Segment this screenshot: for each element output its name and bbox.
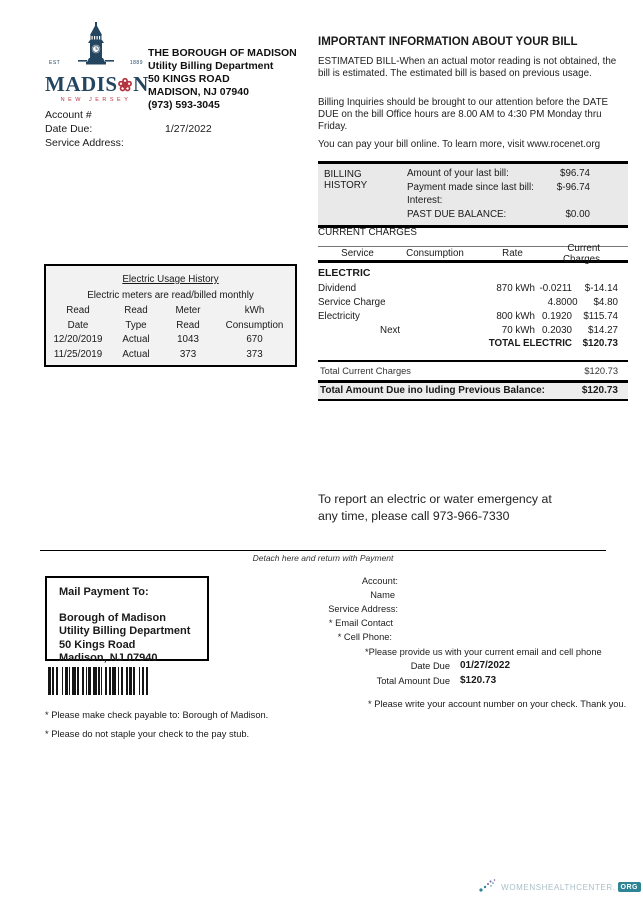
charge-row: Service Charge 4.8000 $4.80 xyxy=(318,296,618,308)
date-due-label: Date Due: xyxy=(45,123,93,135)
org-line: THE BOROUGH OF MADISON xyxy=(148,47,297,59)
account-number-label: Account # xyxy=(45,109,92,121)
total-amount-due-row: Total Amount Due ino luding Previous Balance: $120.73 xyxy=(318,380,628,401)
electric-section-label: ELECTRIC xyxy=(318,267,371,279)
mail-address-line: Madison, NJ 07940 xyxy=(59,652,158,664)
billing-department-address xyxy=(148,47,318,112)
org-line: 50 KINGS ROAD xyxy=(148,73,230,85)
col-rate: Rate xyxy=(502,248,523,259)
col-consumption: Consumption xyxy=(406,248,464,259)
total-current-charges-row: Total Current Charges $120.73 xyxy=(320,366,618,376)
billing-history-row: Interest: xyxy=(407,195,443,207)
detach-note: Detach here and return with Payment xyxy=(252,553,394,563)
billing-history-row: Amount of your last bill: $96.74 xyxy=(407,168,590,180)
mail-payment-label: Mail Payment To: xyxy=(59,586,149,598)
billing-history-box xyxy=(318,161,628,228)
pay-online-paragraph: You can pay your bill online. To learn more, visit www.rocenet.org xyxy=(318,139,601,150)
sparkle-dots-icon xyxy=(477,878,499,896)
mail-address-line: 50 Kings Road xyxy=(59,638,136,651)
usage-history-subtitle: Electric meters are read/billed monthly xyxy=(87,290,254,301)
stub-account-label: Account: xyxy=(361,576,398,586)
billing-history-row: Payment made since last bill: $-96.74 xyxy=(407,181,590,193)
stub-date-due-label: Date Due xyxy=(410,661,450,671)
charges-table-header xyxy=(318,242,628,265)
stub-date-due-value: 01/27/2022 xyxy=(460,660,511,671)
stub-service-address-label: Service Address: xyxy=(328,604,398,614)
account-number-on-check-note: * Please write your account number on your check. Thank you. xyxy=(368,699,627,709)
check-payable-note: * Please make check payable to: Borough of Madison. xyxy=(45,710,269,720)
charge-row: Dividend 870 kWh -0.0211 $-14.14 xyxy=(318,282,618,294)
total-electric-row: TOTAL ELECTRIC $120.73 xyxy=(488,337,618,349)
charge-row: Next 70 kWh 0.2030 $14.27 xyxy=(380,324,618,336)
usage-row-cell: Actual xyxy=(122,348,150,360)
usage-row-cell: 373 xyxy=(246,348,263,360)
col-current-charges: Current Charges xyxy=(562,242,600,265)
usage-row-cell: 373 xyxy=(179,348,197,360)
usage-history-title: Electric Usage History xyxy=(122,274,219,285)
emergency-notice: To report an electric or water emergency at any time, please call 973-966-7330 xyxy=(318,492,552,523)
womenshealthcenter-watermark xyxy=(477,878,641,896)
watermark-text: WOMENSHEALTHCENTER. xyxy=(501,882,616,892)
mail-payment-box xyxy=(45,576,209,664)
org-line: MADISON, NJ 07940 xyxy=(148,86,249,98)
service-address-label: Service Address: xyxy=(45,137,124,149)
billing-history-row: PAST DUE BALANCE: $0.00 xyxy=(407,208,590,220)
billing-inquiries-paragraph: Billing Inquiries should be brought to our attention before the DATE DUE on the bill Office hours are 8.00 AM to 4:30 PM Monday thru Friday. xyxy=(318,97,609,132)
totals-block xyxy=(318,360,628,401)
usage-row-cell: 12/20/2019 xyxy=(53,334,103,345)
usage-row-cell: 1043 xyxy=(177,334,199,345)
stub-total-due-label: Total Amount Due xyxy=(376,676,450,686)
org-line: Utility Billing Department xyxy=(148,60,274,72)
date-due-value: 1/27/2022 xyxy=(165,123,212,135)
stub-name-label: Name xyxy=(370,590,395,600)
stub-email-label: * Email Contact xyxy=(328,618,393,628)
col-service: Service xyxy=(341,248,374,259)
billing-history-rows xyxy=(407,167,590,221)
estimated-bill-paragraph: ESTIMATED BILL-When an actual motor reading is not obtained, the bill is estimated. The estimated bill is based on previous usage. xyxy=(318,56,617,79)
billing-history-title: BILLING HISTORY xyxy=(324,169,368,191)
logo-year-label: 1889 xyxy=(129,60,143,66)
important-info-title: IMPORTANT INFORMATION ABOUT YOUR BILL xyxy=(318,36,578,48)
payment-barcode-icon xyxy=(48,667,152,695)
watermark-org-badge: ORG xyxy=(618,882,641,892)
electric-usage-history-box xyxy=(44,264,297,367)
usage-row-cell: 11/25/2019 xyxy=(53,348,103,360)
clock-tower-icon xyxy=(78,22,114,74)
provide-contact-note: *Please provide us with your current email and cell phone xyxy=(365,647,602,657)
stub-cell-phone-label: * Cell Phone: xyxy=(337,632,392,642)
current-charges-title: CURRENT CHARGES xyxy=(318,227,417,238)
mail-address-line: Utility Billing Department xyxy=(59,625,191,637)
detach-divider-line xyxy=(40,550,606,551)
no-staple-note: * Please do not staple your check to the pay stub. xyxy=(45,729,250,739)
usage-row-cell: Actual xyxy=(122,334,150,345)
usage-history-table: Read Read Meter kWh Date Type Read Consumption 12/20/2019 Actual 1043 670 11/25/2019 Actual 373 373 xyxy=(46,305,295,360)
mail-address-line: Borough of Madison xyxy=(59,611,166,624)
logo-state-label: NEW JERSEY xyxy=(60,97,132,103)
logo-wordmark: MADIS❀N xyxy=(45,72,149,96)
flower-seal-icon: ❀ xyxy=(117,75,134,95)
stub-total-due-value: $120.73 xyxy=(460,675,497,686)
charge-row: Electricity 800 kWh 0.1920 $115.74 xyxy=(318,310,618,322)
logo-est-label: EST xyxy=(49,60,61,66)
org-line: (973) 593-3045 xyxy=(148,99,220,111)
usage-row-cell: 670 xyxy=(246,334,263,345)
madison-borough-logo xyxy=(45,22,147,103)
